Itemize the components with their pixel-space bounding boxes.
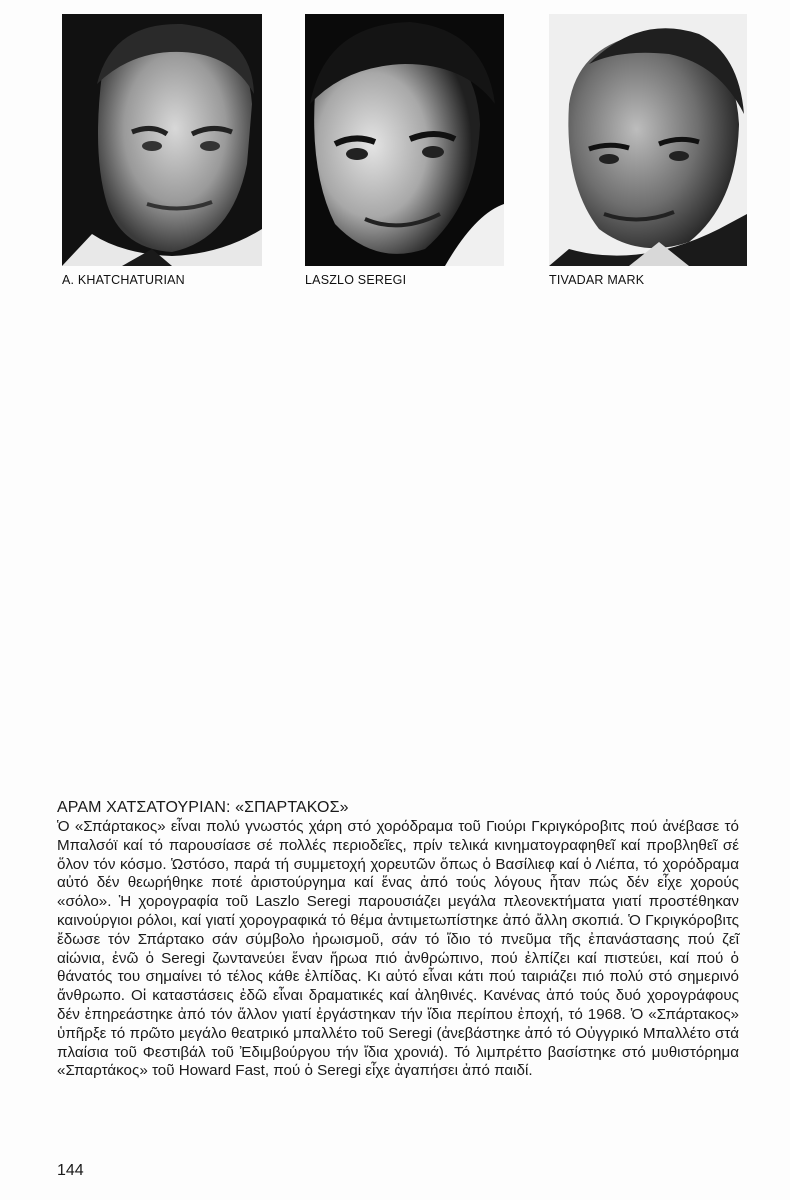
portrait-image	[62, 14, 262, 266]
portrait-image	[549, 14, 747, 266]
portrait-caption: TIVADAR MARK	[549, 273, 645, 287]
portrait-caption: LASZLO SEREGI	[305, 273, 407, 287]
portrait-photo-mark	[549, 14, 747, 266]
portrait-image	[305, 14, 504, 266]
portrait-photo-seregi	[305, 14, 504, 266]
portrait-caption: A. KHATCHATURIAN	[62, 273, 185, 287]
article-body: Ὁ «Σπάρτακος» εἶναι πολύ γνωστός χάρη στό χορόδραμα τοῦ Γιούρι Γκριγκόροβιτς πού ἀνέβασε τό Μπαλσόϊ καί τό παρουσίασε σέ πολλές περιοδεῖες, πρίν τελικά κινηματογραφηθεῖ καί προβληθεῖ σέ ὅλον τόν κόσμο. Ὡστόσο, παρά τή συμμετοχή χορευτῶν ὅπως ὁ Βασίλιεφ καί ὁ Λιέπα, τό χορόδραμα αὐτό δέν θεωρήθηκε ποτέ ἀριστούργημα καί ἕνας ἀπό τούς λόγους ἦταν πώς δέν εἶχε χορούς «σόλο». Ἡ χορογραφία τοῦ Laszlo Seregi παρουσιάζει μεγάλα πλεονεκτήματα γιατί προστέθηκαν καινούργιοι ρόλοι, καί γιατί χορογραφικά τό θέμα ἀντιμετωπίστηκε ἀπό ἄλλη σκοπιά. Ὁ Γκριγκόροβιτς ἔδωσε τόν Σπάρτακο σάν σύμβολο ἡρωισμοῦ, σάν τό ἴδιο τό πνεῦμα τῆς ἐπανάστασης πού ζεῖ αἰώνια, ἐνῶ ὁ Seregi ζωντανεύει ἕναν ἥρωα πιό ἀνθρώπινο, πού ἐλπίζει καί πιστεύει, καί πού ὁ θάνατός του σημαίνει τό τέλος κάθε ἐλπίδας. Κι αὐτό εἶναι κάτι πού ταιριάζει πιό πολύ στό σημερινό ἄνθρωπο. Οἱ καταστάσεις ἐδῶ εἶναι δραματικές καί ἀληθινές. Κανένας ἀπό τούς δυό χορογράφους δέν ἐπηρεάστηκε ἀπό τόν ἄλλον γιατί ἐργάστηκαν τήν ἴδια περίπου ἐποχή, τό 1968. Ὁ «Σπάρτακος» ὑπῆρξε τό πρῶτο μεγάλο θεατρικό μπαλλέτο τοῦ Seregi (ἀνεβάστηκε ἀπό τό Οὐγγρικό Μπαλλέτο στά πλαίσια τοῦ Φεστιβάλ τοῦ Ἐδιμβούργου τήν ἴδια χρονιά). Τό λιμπρέττο βασίστηκε στό μυθιστόρημα «Σπαρτάκος» τοῦ Howard Fast, πού ὁ Seregi εἶχε ἀγαπήσει ἀπό παιδί.	[57, 818, 739, 1080]
article	[57, 797, 739, 1081]
page-number: 144	[57, 1162, 84, 1179]
portrait-photo-khatchaturian	[62, 14, 262, 266]
article-title: ΑΡΑΜ ΧΑΤΣΑΤΟΥΡΙΑΝ: «ΣΠΑΡΤΑΚΟΣ»	[57, 799, 349, 816]
